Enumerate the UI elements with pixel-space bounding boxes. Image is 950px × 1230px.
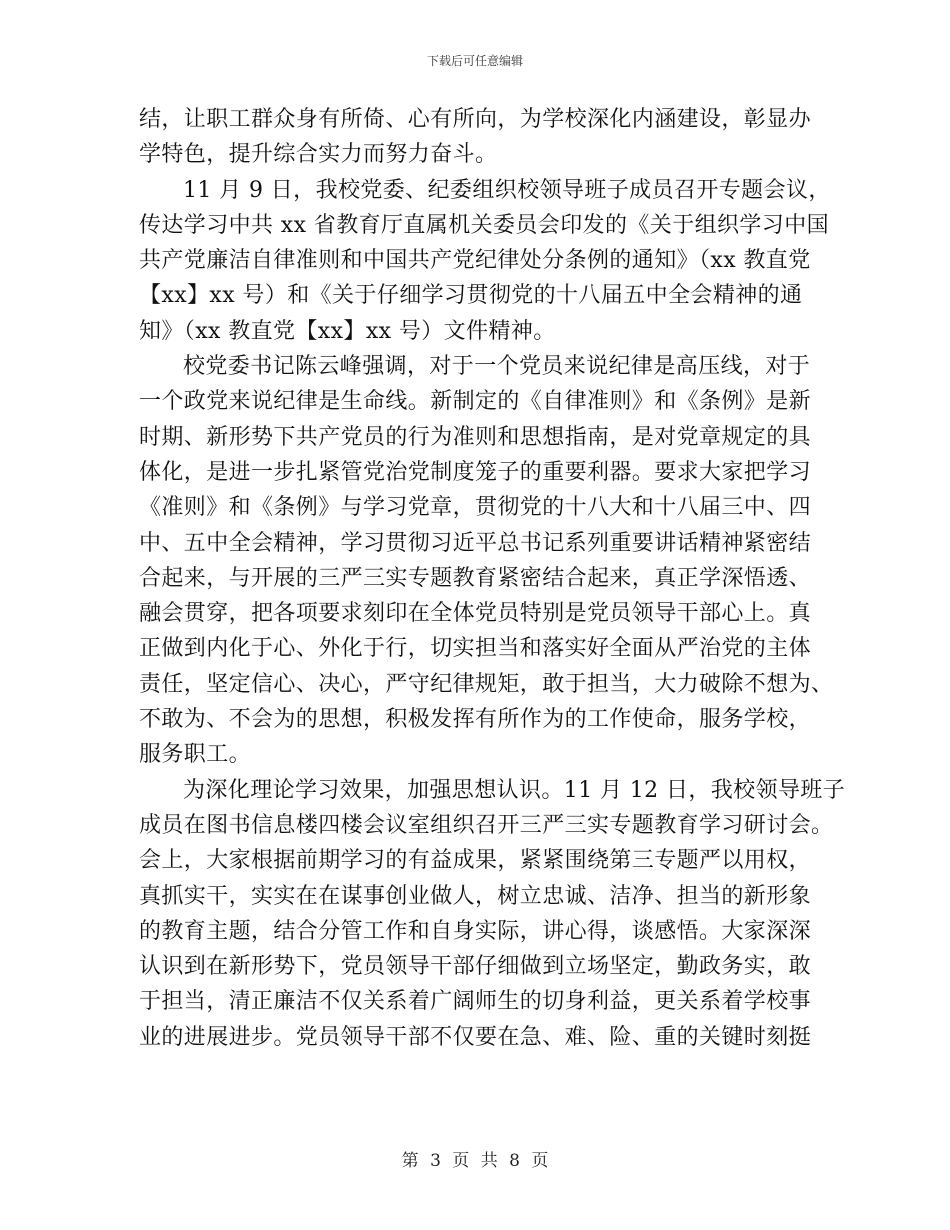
text-line: 真抓实干，实实在在谋事创业做人，树立忠诚、洁净、担当的新形象: [139, 883, 812, 909]
text-line: 认识到在新形势下，党员领导干部仔细做到立场坚定，勤政务实，敢: [139, 954, 812, 980]
text-line: 责任，坚定信心、决心，严守纪律规矩，敢于担当，大力破除不想为、: [139, 671, 834, 697]
text-line: 体化，是进一步扎紧管党治党制度笼子的重要利器。要求大家把学习: [139, 459, 812, 485]
text-line: 成员在图书信息楼四楼会议室组织召开三严三实专题教育学习研讨会。: [139, 812, 834, 838]
text-line: 正做到内化于心、外化于行，切实担当和落实好全面从严治党的主体: [139, 636, 812, 662]
text-line: 于担当，清正廉洁不仅关系着广阔师生的切身利益，更关系着学校事: [139, 989, 812, 1015]
text-line: 为深化理论学习效果，加强思想认识。11 月 12 日，我校领导班子: [183, 777, 846, 803]
text-line: 11 月 9 日，我校党委、纪委组织校领导班子成员召开专题会议，: [183, 177, 831, 203]
text-line: 融会贯穿，把各项要求刻印在全体党员特别是党员领导干部心上。真: [139, 601, 812, 627]
text-line: 一个政党来说纪律是生命线。新制定的《自律准则》和《条例》是新: [139, 389, 812, 415]
text-line: 服务职工。: [139, 742, 252, 768]
page-header: 下载后可任意编辑: [426, 54, 523, 68]
text-line: 中、五中全会精神，学习贯彻习近平总书记系列重要讲话精神紧密结: [139, 530, 812, 556]
text-line: 业的进展进步。党员领导干部不仅要在急、难、险、重的关键时刻挺: [139, 1024, 812, 1050]
text-line: 传达学习中共 xx 省教育厅直属机关委员会印发的《关于组织学习中国: [139, 212, 830, 238]
document-body: [139, 102, 846, 1055]
text-line: 的教育主题，结合分管工作和自身实际，讲心得，谈感悟。大家深深: [139, 918, 812, 944]
text-line: 共产党廉洁自律准则和中国共产党纪律处分条例的通知》（xx 教直党: [139, 248, 811, 274]
text-line: 《准则》和《条例》与学习党章，贯彻党的十八大和十八届三中、四: [139, 495, 812, 521]
text-line: 时期、新形势下共产党员的行为准则和思想指南，是对党章规定的具: [139, 424, 812, 450]
text-line: 【xx】xx 号）和《关于仔细学习贯彻党的十八届五中全会精神的通: [139, 283, 803, 309]
text-line: 会上，大家根据前期学习的有益成果，紧紧围绕第三专题严以用权，: [139, 848, 812, 874]
text-line: 不敢为、不会为的思想，积极发挥有所作为的工作使命，服务学校，: [139, 707, 812, 733]
text-line: 学特色，提升综合实力而努力奋斗。: [139, 142, 498, 168]
text-line: 合起来，与开展的三严三实专题教育紧密结合起来，真正学深悟透、: [139, 565, 812, 591]
page-number-footer: 第 3 页 共 8 页: [401, 1151, 549, 1171]
text-line: 校党委书记陈云峰强调，对于一个党员来说纪律是高压线，对于: [183, 354, 811, 380]
text-line: 知》（xx 教直党【xx】xx 号）文件精神。: [139, 318, 556, 344]
text-line: 结，让职工群众身有所倚、心有所向，为学校深化内涵建设，彰显办: [139, 107, 812, 132]
